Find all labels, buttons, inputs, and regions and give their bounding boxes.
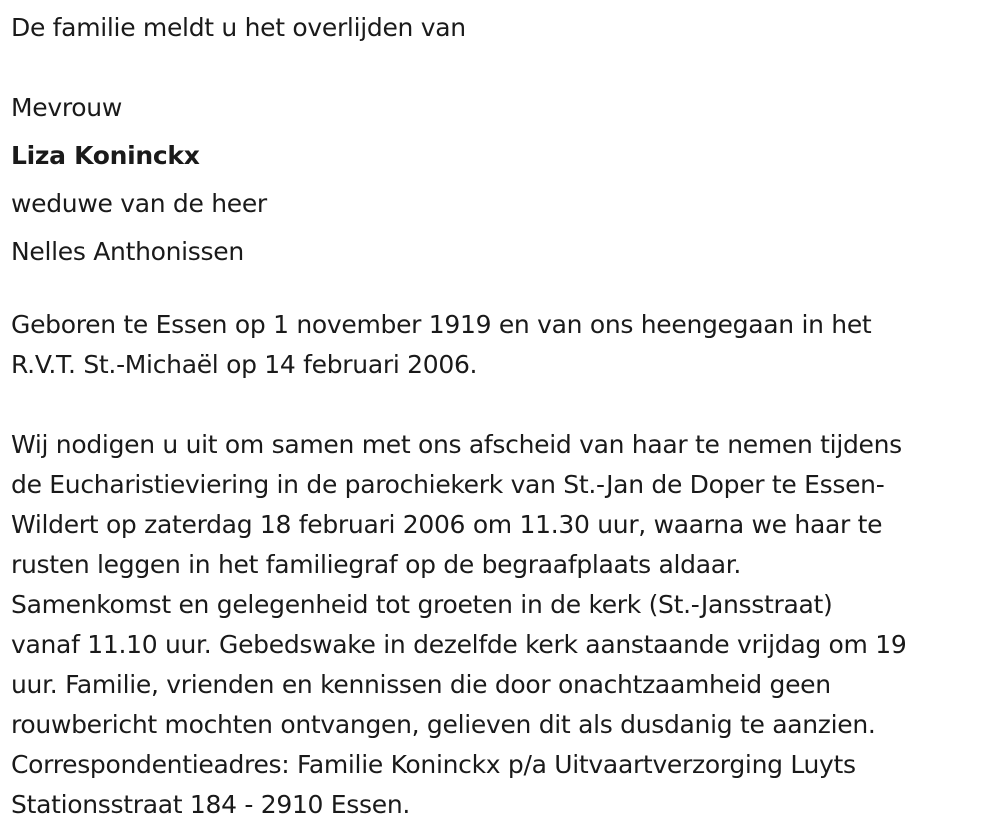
invitation-paragraph <box>11 425 996 825</box>
invitation-line: Correspondentieadres: Familie Koninckx p/a Uitvaartverzorging Luyts <box>11 750 856 779</box>
spouse-name: Nelles Anthonissen <box>11 237 244 266</box>
invitation-line: Wij nodigen u uit om samen met ons afscheid van haar te nemen tijdens <box>11 430 902 459</box>
birth-line: R.V.T. St.-Michaël op 14 februari 2006. <box>11 350 478 379</box>
birth-paragraph <box>11 305 996 385</box>
invitation-line: uur. Familie, vrienden en kennissen die door onachtzaamheid geen <box>11 670 831 699</box>
death-announcement <box>11 8 996 825</box>
invitation-line: Wildert op zaterdag 18 februari 2006 om 11.30 uur, waarna we haar te <box>11 510 883 539</box>
deceased-name: Liza Koninckx <box>11 141 200 170</box>
invitation-line: vanaf 11.10 uur. Gebedswake in dezelfde kerk aanstaande vrijdag om 19 <box>11 630 907 659</box>
birth-line: Geboren te Essen op 1 november 1919 en van ons heengegaan in het <box>11 310 872 339</box>
invitation-line: Stationsstraat 184 - 2910 Essen. <box>11 790 411 819</box>
invitation-line: Samenkomst en gelegenheid tot groeten in de kerk (St.-Jansstraat) <box>11 590 833 619</box>
invitation-line: rouwbericht mochten ontvangen, gelieven dit als dusdanig te aanzien. <box>11 710 876 739</box>
salutation: Mevrouw <box>11 93 122 122</box>
invitation-line: de Eucharistieviering in de parochiekerk van St.-Jan de Doper te Essen- <box>11 470 885 499</box>
intro-text: De familie meldt u het overlijden van <box>11 13 466 42</box>
widow-of-text: weduwe van de heer <box>11 189 267 218</box>
invitation-line: rusten leggen in het familiegraf op de begraafplaats aldaar. <box>11 550 742 579</box>
